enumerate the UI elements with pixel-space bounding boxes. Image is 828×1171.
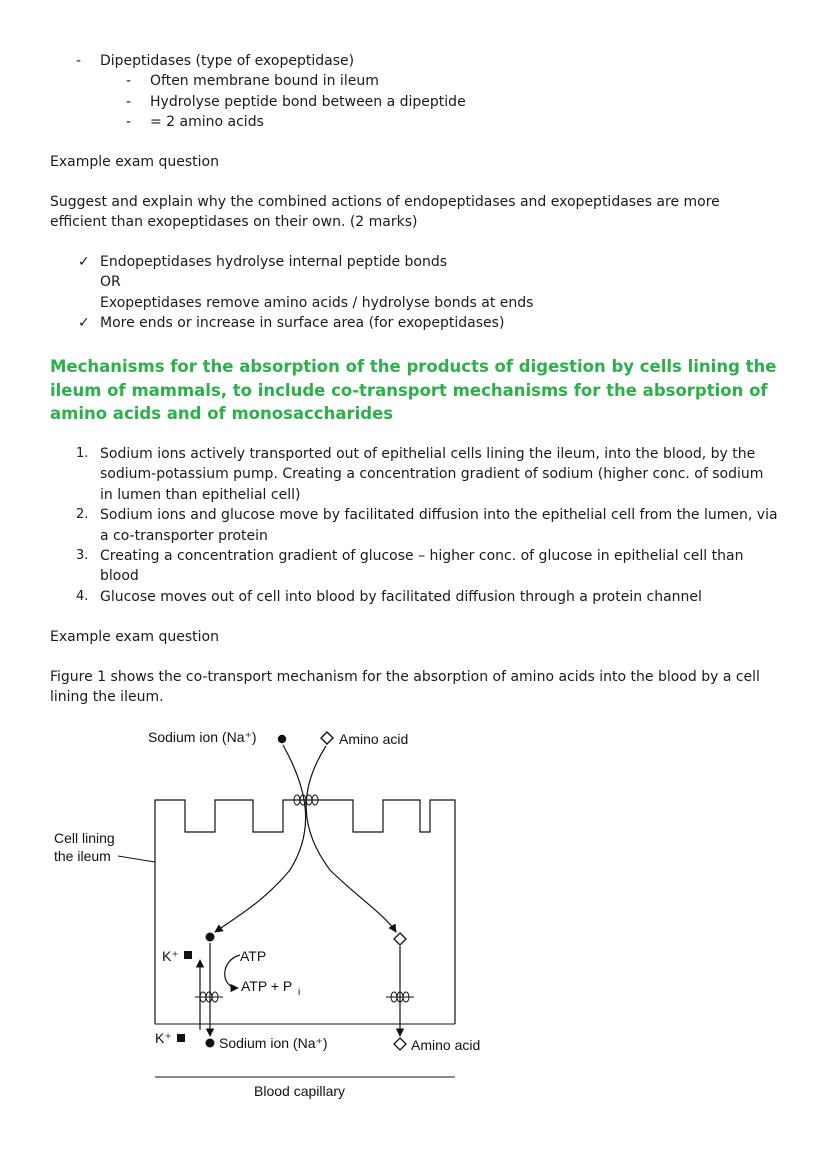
label-sodium-ion-top: Sodium ion (Na⁺): [148, 729, 257, 745]
step-text: Glucose moves out of cell into blood by facilitated diffusion through a protein channel: [100, 589, 702, 605]
checkmark-icon: ✓: [78, 254, 90, 270]
cell-label-pointer: [118, 856, 155, 862]
figure-intro-text: Figure 1 shows the co-transport mechanism for the absorption of amino acids into the blood by a cell: [50, 669, 760, 685]
label-the-ileum: the ileum: [54, 848, 111, 864]
step-text: sodium-potassium pump. Creating a concentration gradient of sodium (higher conc. of sodium: [100, 466, 764, 482]
section-heading: Mechanisms for the absorption of the products of digestion by cells lining the ileum of mammals, to include co-transport mechanisms for the absorption of amino acids and of monosaccharides: [50, 357, 777, 423]
label-potassium-lower: K⁺: [155, 1030, 172, 1046]
dipeptidases-point: Hydrolyse peptide bond between a dipeptide: [150, 94, 466, 110]
answer-text: Exopeptidases remove amino acids / hydrolyse bonds at ends: [100, 295, 534, 311]
label-pi-subscript: i: [298, 987, 301, 998]
answer-text: Endopeptidases hydrolyse internal peptide bonds: [100, 254, 448, 270]
step-number: 1.: [76, 446, 89, 461]
step-number: 2.: [76, 507, 89, 522]
bullet-dash: -: [126, 73, 132, 89]
amino-acid-icon: [394, 1038, 406, 1050]
exam-question-text: efficient than exopeptidases on their own. (2 marks): [50, 214, 418, 230]
label-sodium-ion-bottom: Sodium ion (Na⁺): [219, 1035, 328, 1051]
potassium-ion-icon: [184, 951, 192, 959]
exam-question-label: Example exam question: [50, 154, 219, 170]
step-text: blood: [100, 568, 139, 584]
step-text: in lumen than epithelial cell): [100, 487, 301, 503]
exam-question-label: Example exam question: [50, 629, 219, 645]
label-blood-capillary: Blood capillary: [254, 1083, 346, 1099]
step-text: Creating a concentration gradient of glucose – higher conc. of glucose in epithelial cell than: [100, 548, 744, 564]
sodium-ion-icon: [278, 735, 286, 743]
amino-acid-path-arrow: [306, 746, 396, 932]
step-text: Sodium ions actively transported out of epithelial cells lining the ileum, into the blood, by the: [100, 446, 756, 462]
label-potassium-upper: K⁺: [162, 948, 179, 964]
figure-intro-text: lining the ileum.: [50, 689, 164, 705]
answer-or: OR: [100, 274, 121, 290]
sodium-ion-icon: [206, 933, 215, 942]
sodium-path-arrow: [215, 745, 306, 932]
label-amino-acid-bottom: Amino acid: [411, 1037, 481, 1053]
atp-hydrolysis-arrow: [225, 955, 240, 988]
step-number: 3.: [76, 548, 89, 563]
label-atp: ATP: [240, 948, 267, 964]
bullet-dash: -: [126, 114, 132, 130]
step-text: a co-transporter protein: [100, 528, 268, 544]
checkmark-icon: ✓: [78, 315, 90, 331]
answer-text: More ends or increase in surface area (for exopeptidases): [100, 315, 505, 331]
label-amino-acid-top: Amino acid: [339, 731, 409, 747]
label-atp-pi: ATP + P: [241, 978, 293, 994]
bullet-dash: -: [126, 94, 132, 110]
amino-acid-icon: [394, 933, 406, 945]
amino-acid-icon: [321, 732, 333, 744]
dipeptidases-point: Often membrane bound in ileum: [150, 73, 379, 89]
sodium-ion-icon: [206, 1039, 215, 1048]
label-cell-lining: Cell lining: [54, 830, 115, 846]
step-number: 4.: [76, 589, 89, 604]
dipeptidases-title: Dipeptidases (type of exopeptidase): [100, 53, 355, 69]
exam-question-text: Suggest and explain why the combined actions of endopeptidases and exopeptidases are more: [50, 194, 720, 210]
dipeptidases-point: = 2 amino acids: [150, 114, 264, 130]
step-text: Sodium ions and glucose move by facilitated diffusion into the epithelial cell from the lumen, via: [100, 507, 778, 523]
bullet-dash: -: [76, 53, 82, 69]
potassium-ion-icon: [177, 1034, 185, 1042]
